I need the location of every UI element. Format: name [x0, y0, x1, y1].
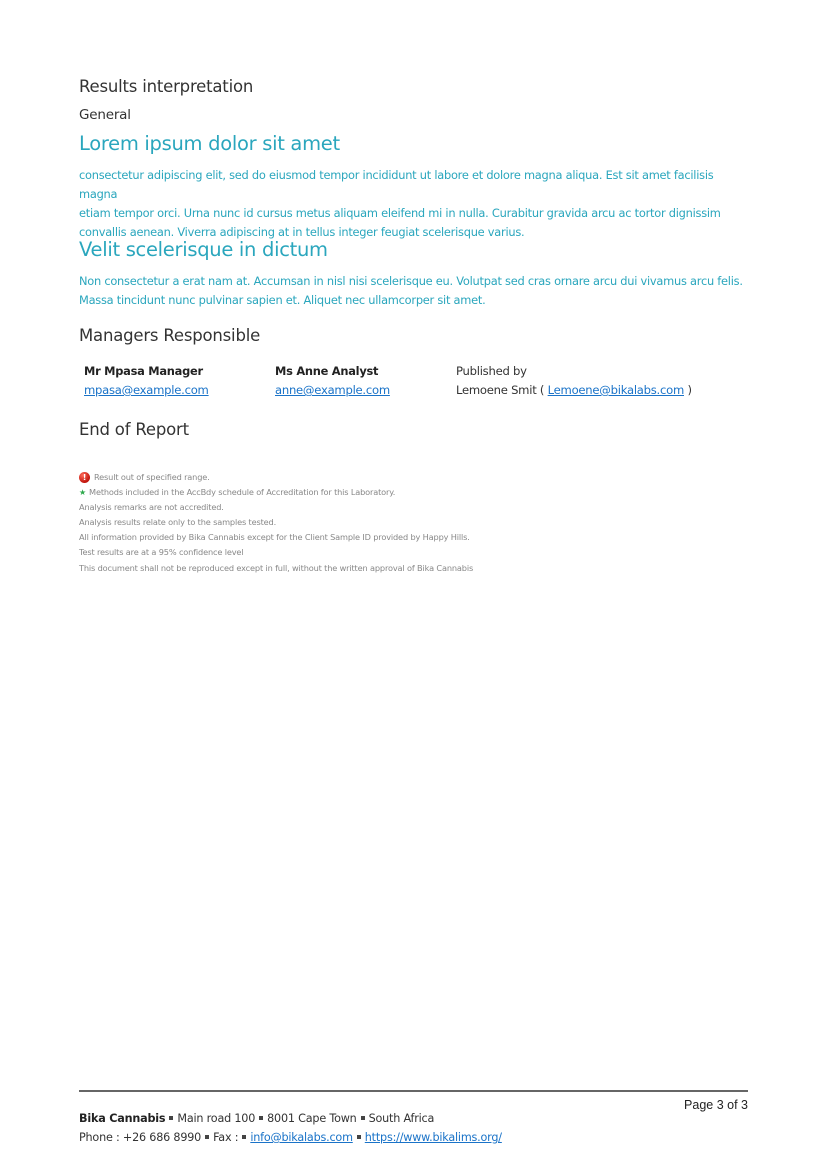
publisher: [456, 381, 692, 400]
footer-divider: [79, 1090, 748, 1092]
paragraph-line: etiam tempor orci. Urna nunc id cursus metus aliquam eleifend mi in nulla. Curabitur gravida arcu ac tortor dignissim: [79, 206, 721, 220]
street: Main road 100: [177, 1112, 256, 1125]
remark-item: Analysis results relate only to the samples tested.: [79, 517, 277, 528]
separator-icon: [259, 1116, 263, 1120]
published-by-label: Published by: [456, 364, 527, 378]
paragraph-line: Massa tincidunt nunc pulvinar sapien et. Aliquet nec ullamcorper sit amet.: [79, 293, 486, 307]
separator-icon: [357, 1135, 361, 1139]
publisher-email-link[interactable]: Lemoene@bikalabs.com: [547, 383, 684, 397]
star-icon: ★: [79, 488, 87, 498]
manager-name: Mr Mpasa Manager: [84, 364, 203, 378]
separator-icon: [242, 1135, 246, 1139]
end-of-report-title: End of Report: [79, 420, 189, 439]
paragraph-line: Non consectetur a erat nam at. Accumsan in nisl nisi scelerisque eu. Volutpat sed cras ornare arcu dui vivamus arcu felis.: [79, 274, 743, 288]
separator-icon: [361, 1116, 365, 1120]
managers-title: Managers Responsible: [79, 326, 261, 345]
report-page: [79, 0, 748, 1168]
interpretation-paragraph: [79, 272, 749, 310]
manager-email-link[interactable]: mpasa@example.com: [84, 383, 209, 397]
remark-item: [79, 485, 473, 500]
report-remarks: [79, 470, 473, 576]
publisher-name: Lemoene Smit (: [456, 383, 545, 397]
interpretation-paragraph: [79, 166, 749, 242]
remark-item: [79, 470, 473, 485]
paragraph-line: consectetur adipiscing elit, sed do eiusmod tempor incididunt ut labore et dolore magna aliqua. Est sit amet facilisis magna: [79, 168, 714, 201]
separator-icon: [169, 1116, 173, 1120]
manager-entry: [84, 362, 209, 400]
remark-item: All information provided by Bika Cannabis except for the Client Sample ID provided by Happy Hills.: [79, 532, 470, 543]
separator-icon: [205, 1135, 209, 1139]
footer-address-line: [79, 1112, 434, 1125]
remark-text: Methods included in the AccBdy schedule of Accreditation for this Laboratory.: [89, 487, 396, 498]
footer-contact-line: [79, 1131, 502, 1144]
publisher-suffix: ): [687, 383, 692, 397]
page-number: Page 3 of 3: [684, 1098, 748, 1112]
alert-icon: !: [79, 472, 90, 483]
published-by: [456, 362, 692, 400]
manager-email-link[interactable]: anne@example.com: [275, 383, 390, 397]
results-interpretation-title: Results interpretation: [79, 77, 254, 96]
managers-table: [84, 362, 744, 402]
remark-item: This document shall not be reproduced except in full, without the written approval of Bika Cannabis: [79, 562, 474, 573]
phone: Phone : +26 686 8990: [79, 1131, 202, 1144]
footer-email-link[interactable]: info@bikalabs.com: [250, 1131, 353, 1144]
company-name: Bika Cannabis: [79, 1112, 166, 1125]
country: South Africa: [368, 1112, 435, 1125]
city: 8001 Cape Town: [267, 1112, 357, 1125]
interpretation-heading: Velit scelerisque in dictum: [79, 238, 328, 261]
footer-website-link[interactable]: https://www.bikalims.org/: [364, 1131, 502, 1144]
remark-item: Test results are at a 95% confidence level: [79, 547, 244, 558]
paragraph-line: convallis aenean. Viverra adipiscing at in tellus integer feugiat scelerisque varius.: [79, 225, 525, 239]
general-subtitle: General: [79, 107, 131, 123]
manager-name: Ms Anne Analyst: [275, 364, 379, 378]
interpretation-heading: Lorem ipsum dolor sit amet: [79, 132, 340, 155]
remark-item: Analysis remarks are not accredited.: [79, 502, 224, 513]
fax: Fax :: [213, 1131, 239, 1144]
manager-entry: [275, 362, 390, 400]
remark-text: Result out of specified range.: [94, 472, 210, 482]
